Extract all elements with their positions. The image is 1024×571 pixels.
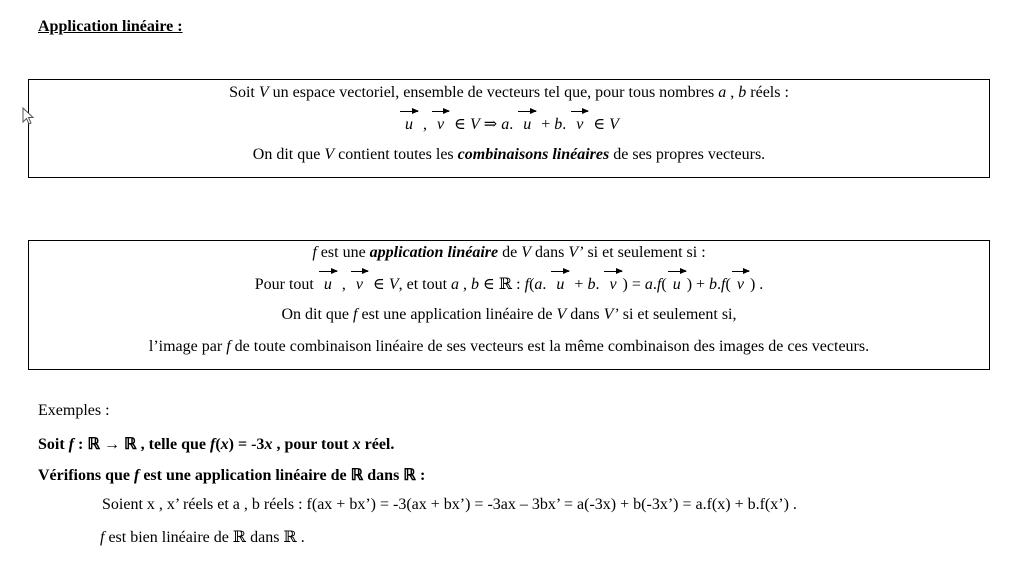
box1-line1: Soit V un espace vectoriel, ensemble de vecteurs tel que, pour tous nombres a , b réels : xyxy=(229,84,789,101)
examples-heading: Exemples : xyxy=(38,402,110,419)
box1-line3: On dit que V contient toutes les combinaisons linéaires de ses propres vecteurs. xyxy=(252,146,766,163)
vector-v: v xyxy=(570,116,589,134)
vector-v: v xyxy=(350,276,369,294)
box1-line2: u , v ∈ V ⇒ a. u + b. v ∈ V xyxy=(29,110,989,134)
example-line2: Vérifions que f est une application linéaire de ℝ dans ℝ : xyxy=(38,467,426,484)
vector-u: u xyxy=(517,116,537,134)
box2-line4: l’image par f de toute combinaison linéaire de ses vecteurs est la même combinaison des images de ces vecteurs. xyxy=(148,338,870,355)
vector-u: u xyxy=(318,276,338,294)
page-title: Application linéaire : xyxy=(38,18,183,35)
box2-line2: Pour tout u , v ∈ V, et tout a , b ∈ ℝ : f(a. u + b. v ) = a.f( u ) + b.f( v ) . xyxy=(254,276,764,293)
vector-v: v xyxy=(731,276,750,294)
box2-line1: f est une application linéaire de V dans V’ si et seulement si : xyxy=(312,244,706,261)
vector-u: u xyxy=(550,276,570,294)
box2-line3: On dit que f est une application linéaire de V dans V’ si et seulement si, xyxy=(281,306,737,323)
vector-v: v xyxy=(431,116,450,134)
example-line4: f est bien linéaire de ℝ dans ℝ . xyxy=(100,529,305,546)
example-line3: Soient x , x’ réels et a , b réels : f(ax + bx’) = -3(ax + bx’) = -3ax – 3bx’ = a(-3x) + b(-3x’) = a.f(x) + b.f(x’) . xyxy=(102,496,797,513)
definition-box-linear-map xyxy=(28,240,990,370)
vector-u: u xyxy=(667,276,687,294)
definition-box-vector-space xyxy=(28,79,990,178)
vector-v: v xyxy=(603,276,622,294)
example-line1: Soit f : ℝ → ℝ , telle que f(x) = -3x , pour tout x réel. xyxy=(38,436,395,453)
vector-u: u xyxy=(399,116,419,134)
